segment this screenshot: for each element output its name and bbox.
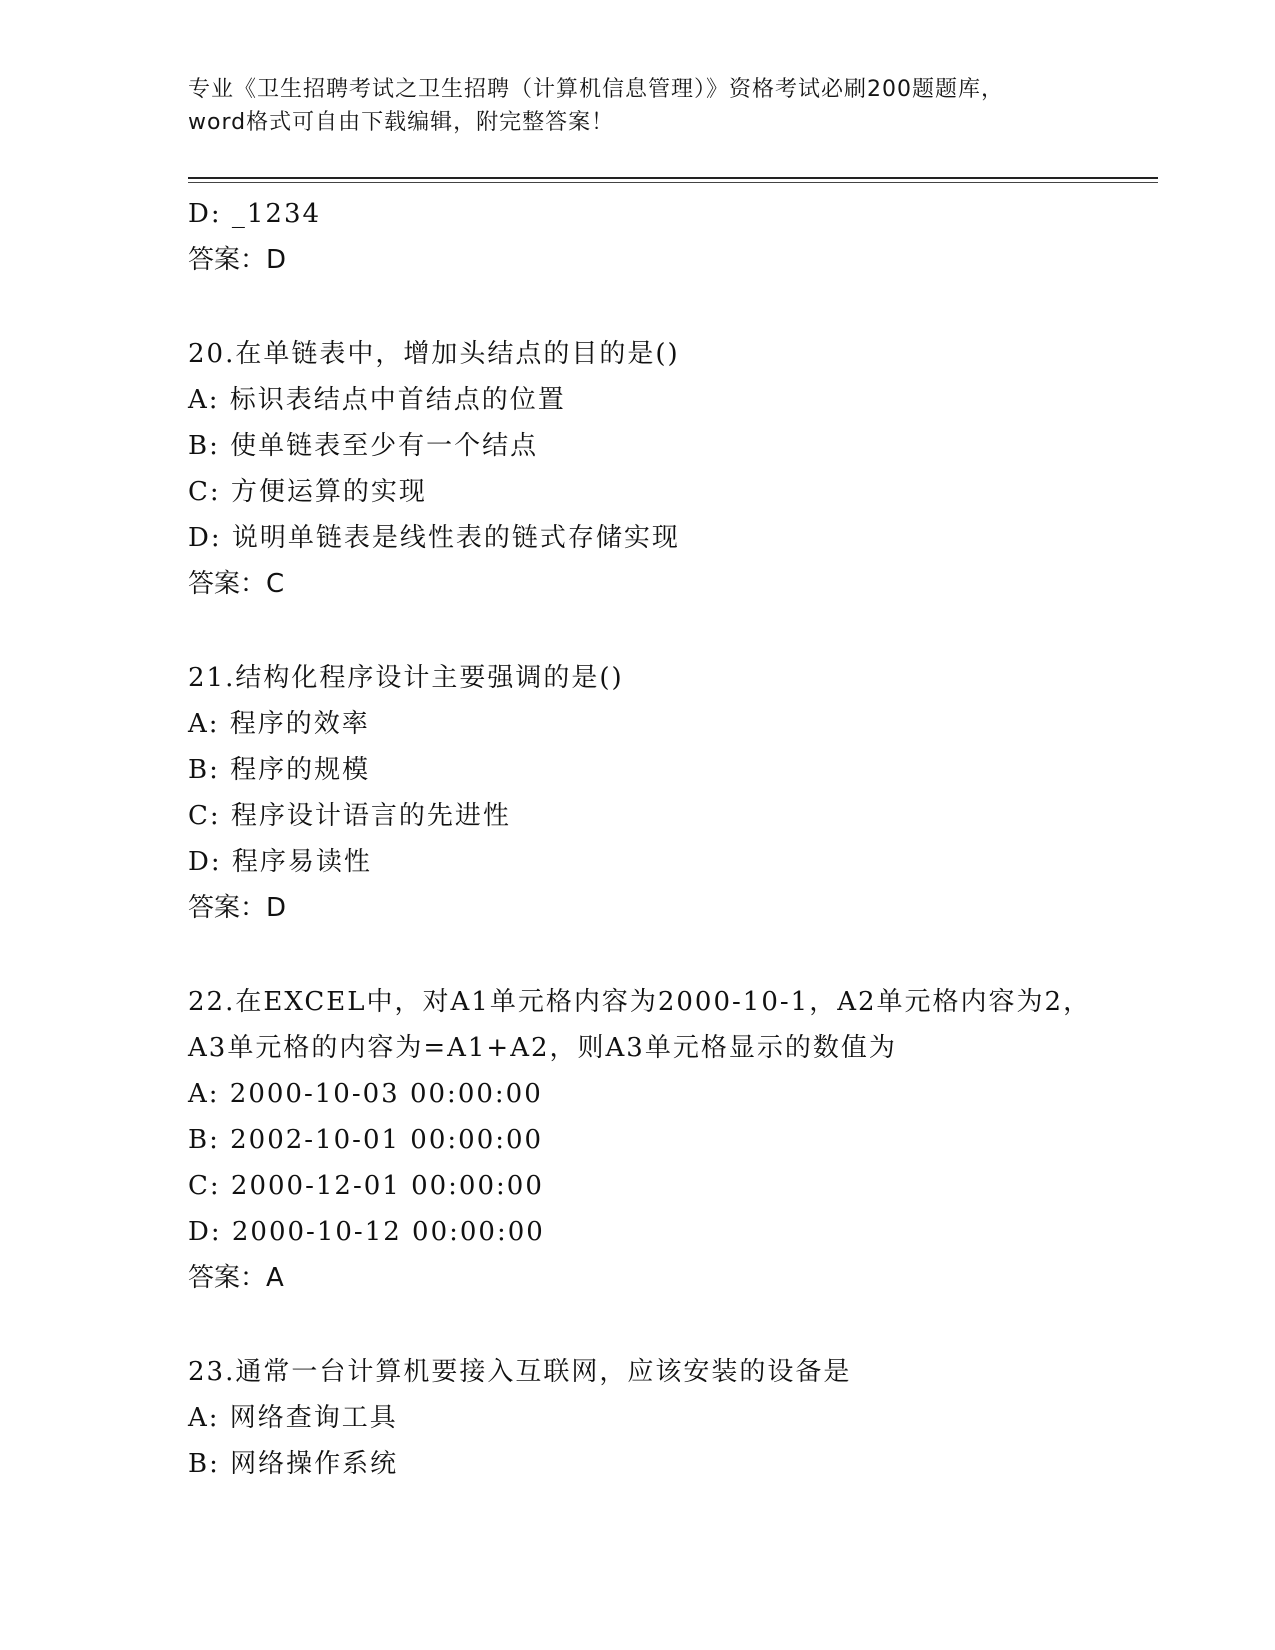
question-stem-line-1: 22.在EXCEL中，对A1单元格内容为2000-10-1，A2单元格内容为2， — [188, 987, 1092, 1017]
header-divider-thick — [188, 177, 1158, 179]
spacer — [188, 283, 1168, 331]
question-stem-line-2: A3单元格的内容为=A1+A2，则A3单元格显示的数值为 — [188, 1033, 897, 1063]
answer-line: 答案：D — [188, 893, 287, 923]
option-d: D: 程序易读性 — [188, 847, 372, 877]
option-b: B: 程序的规模 — [188, 755, 371, 785]
spacer — [188, 931, 1168, 979]
option-c: C: 程序设计语言的先进性 — [188, 801, 511, 831]
spacer — [188, 607, 1168, 655]
question-20 — [188, 331, 1168, 607]
question-22 — [188, 979, 1168, 1301]
header-divider-thin — [188, 182, 1158, 183]
option-d: D: 2000-10-12 00:00:00 — [188, 1217, 545, 1247]
option-b: B: 2002-10-01 00:00:00 — [188, 1125, 544, 1155]
option-d: D: 说明单链表是线性表的链式存储实现 — [188, 523, 680, 553]
option-b: B: 使单链表至少有一个结点 — [188, 431, 539, 461]
option-d: D: _1234 — [188, 199, 322, 229]
answer-line: 答案：D — [188, 245, 287, 275]
question-stem: 20.在单链表中，增加头结点的目的是() — [188, 339, 680, 369]
answer-line: 答案：C — [188, 569, 285, 599]
question-21 — [188, 655, 1168, 931]
spacer — [188, 1301, 1168, 1349]
option-a: A: 2000-10-03 00:00:00 — [188, 1079, 543, 1109]
question-stem: 21.结构化程序设计主要强调的是() — [188, 663, 624, 693]
question-stem: 23.通常一台计算机要接入互联网，应该安装的设备是 — [188, 1357, 852, 1387]
document-header — [188, 73, 1088, 139]
option-b: B: 网络操作系统 — [188, 1449, 399, 1479]
option-c: C: 2000-12-01 00:00:00 — [188, 1171, 544, 1201]
question-23 — [188, 1349, 1168, 1487]
question-19-tail — [188, 191, 1168, 283]
header-title-line-1: 专业《卫生招聘考试之卫生招聘（计算机信息管理）》资格考试必刷200题题库， — [188, 77, 1004, 102]
option-a: A: 网络查询工具 — [188, 1403, 398, 1433]
header-title-line-2: word格式可自由下载编辑，附完整答案！ — [188, 110, 615, 135]
question-list — [188, 191, 1168, 1487]
option-c: C: 方便运算的实现 — [188, 477, 427, 507]
option-a: A: 程序的效率 — [188, 709, 370, 739]
option-a: A: 标识表结点中首结点的位置 — [188, 385, 566, 415]
answer-line: 答案：A — [188, 1263, 284, 1293]
